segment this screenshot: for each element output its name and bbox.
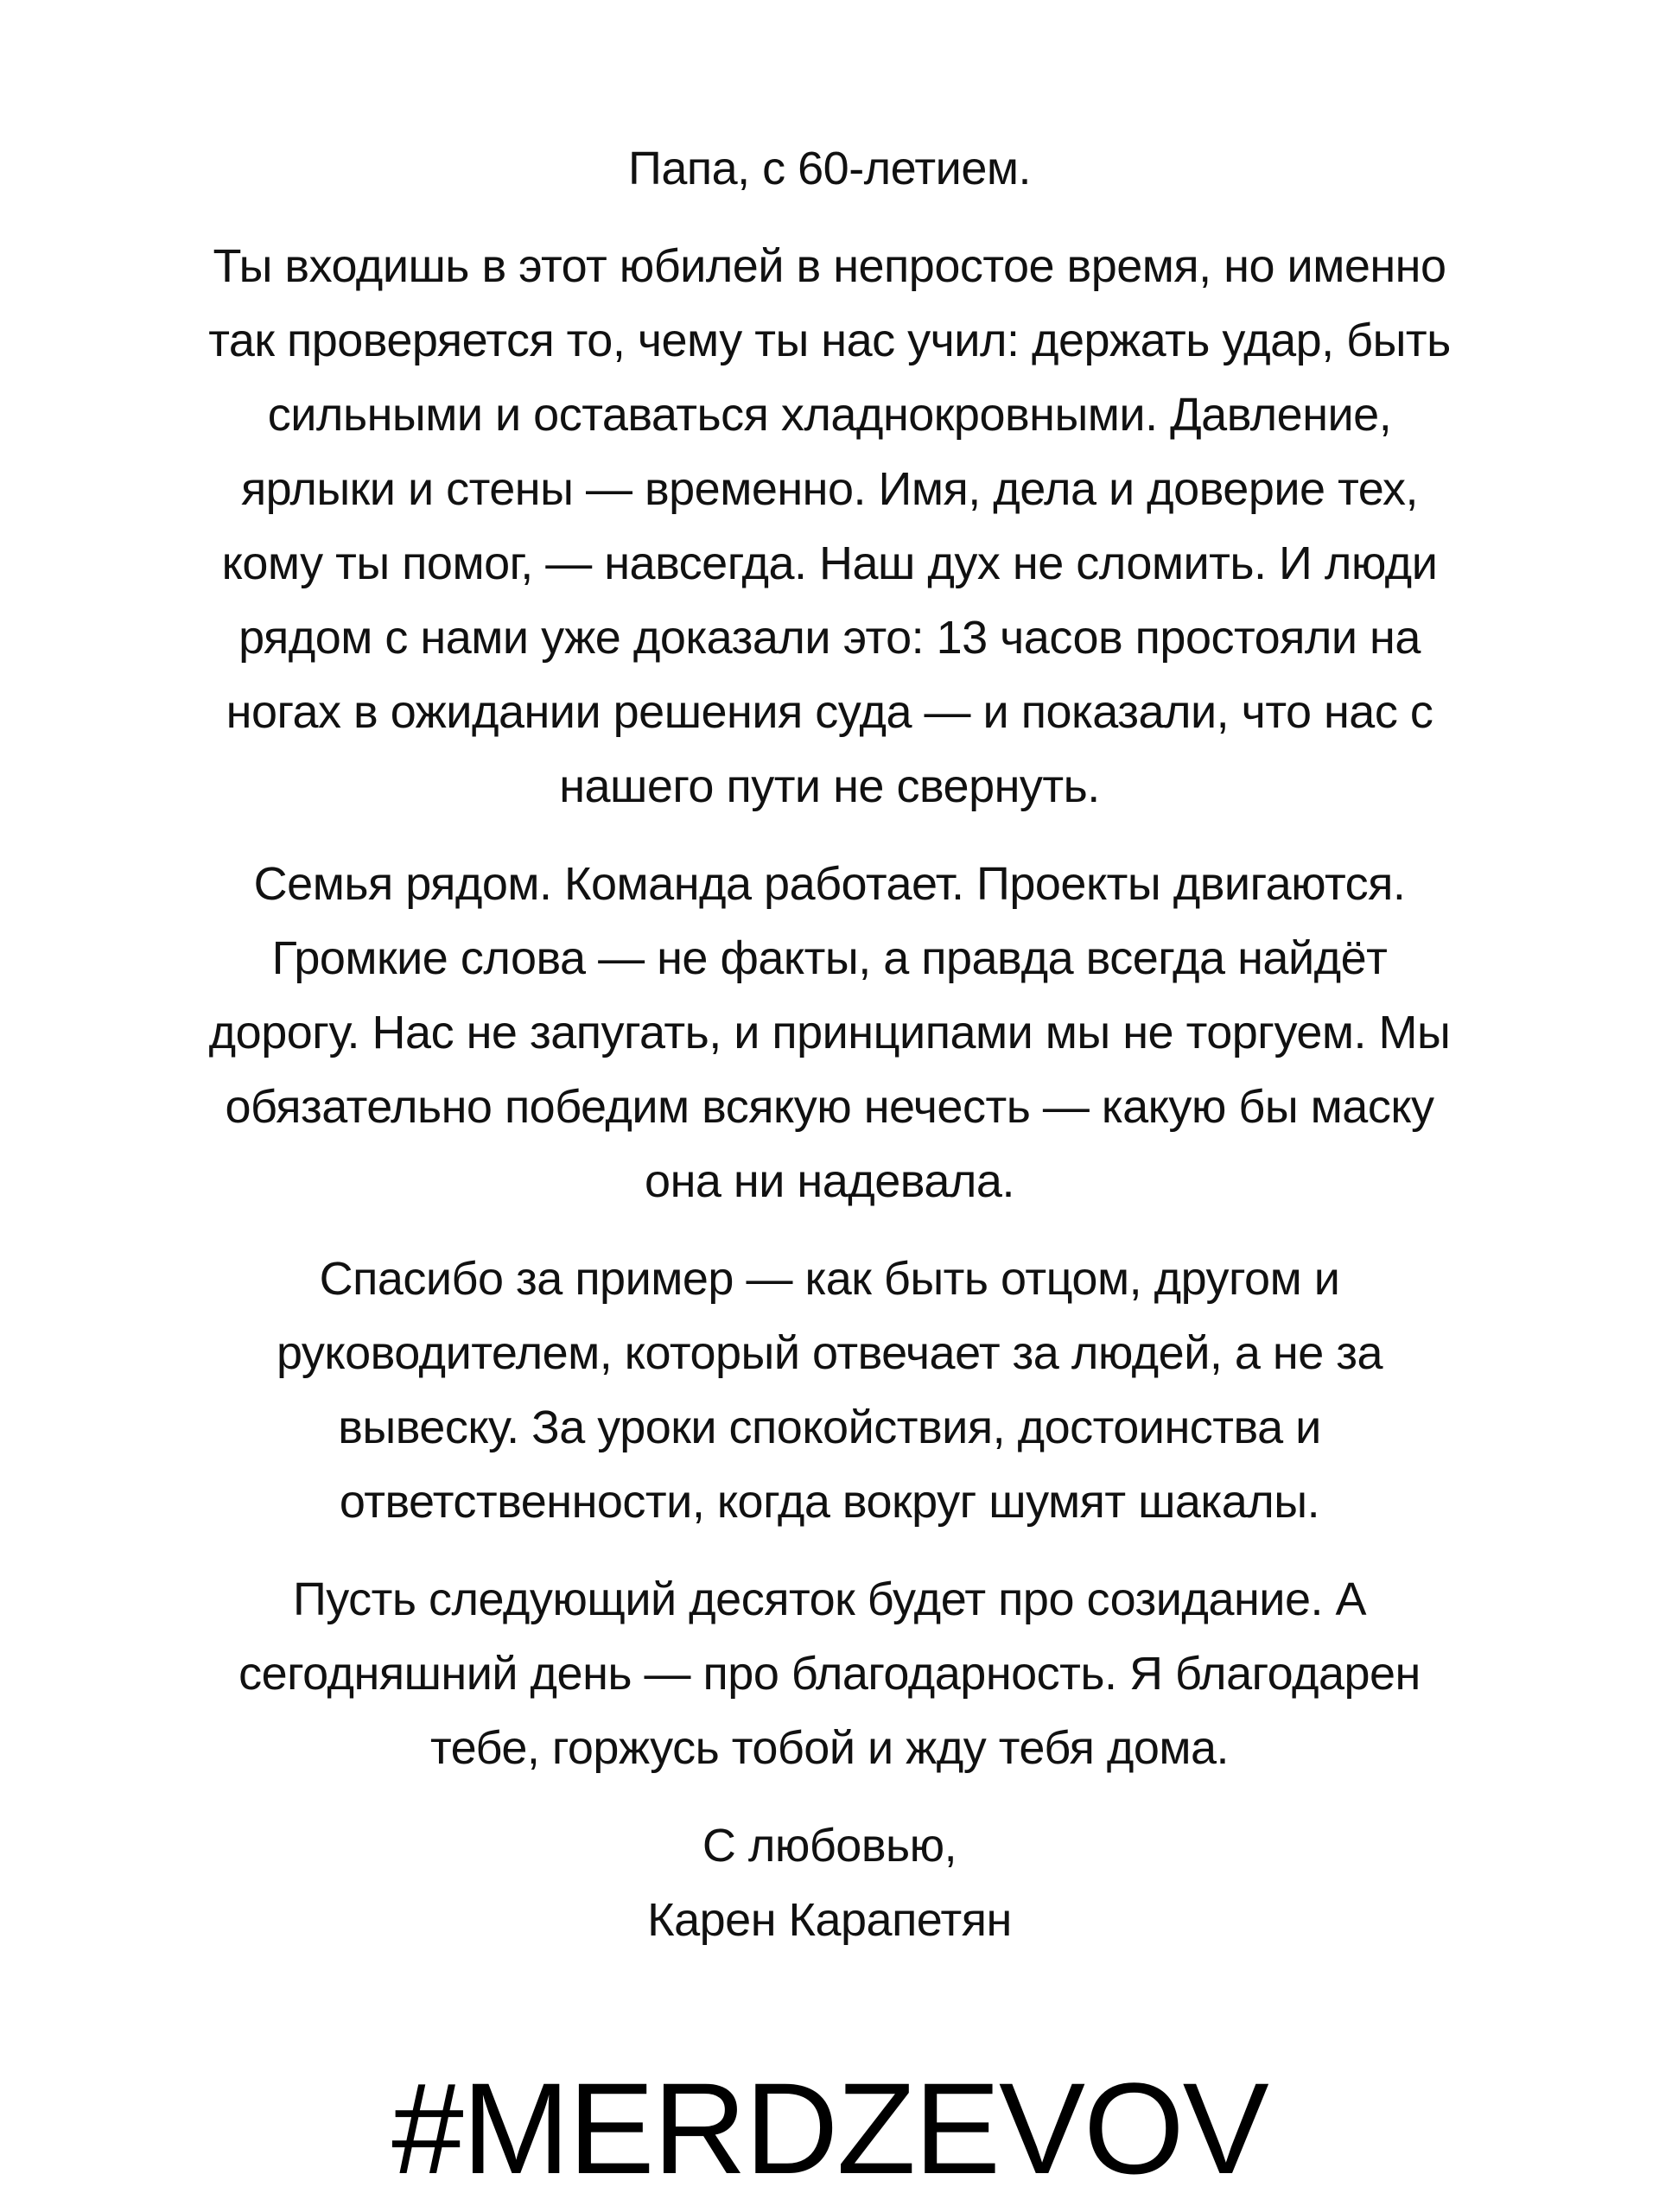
paragraph-1: [0, 229, 1659, 823]
paragraph-4: [0, 1562, 1659, 1785]
text-line: ярлыки и стены — временно. Имя, дела и доверие тех,: [240, 463, 1419, 515]
text-line: Спасибо за пример — как быть отцом, другом и: [319, 1253, 1340, 1305]
text-line: ответственности, когда вокруг шумят шакалы.: [339, 1476, 1320, 1528]
text-line: рядом с нами уже доказали это: 13 часов простояли на: [238, 612, 1421, 664]
signature-block: [0, 1808, 1659, 1957]
closing: С любовью,: [702, 1820, 957, 1872]
text-line: она ни надевала.: [645, 1155, 1014, 1207]
text-line: сильными и оставаться хладнокровными. Давление,: [267, 389, 1392, 441]
text-line: тебе, горжусь тобой и жду тебя дома.: [429, 1722, 1230, 1774]
letter: [0, 131, 1659, 1980]
paragraph-2: [0, 847, 1659, 1218]
hashtag: #MERDZEVOV: [391, 2056, 1268, 2201]
paragraph-3: [0, 1242, 1659, 1539]
text-line: Ты входишь в этот юбилей в непростое время, но именно: [213, 240, 1446, 292]
text-line: дорогу. Нас не запугать, и принципами мы не торгуем. Мы: [208, 1007, 1451, 1058]
text-line: ногах в ожидании решения суда — и показали, что нас с: [226, 686, 1433, 738]
text-line: вывеску. За уроки спокойствия, достоинства и: [338, 1402, 1321, 1453]
text-line: кому ты помог, — навсегда. Наш дух не сломить. И люди: [221, 537, 1438, 589]
text-line: Семья рядом. Команда работает. Проекты двигаются.: [253, 858, 1406, 910]
text-line: обязательно победим всякую нечесть — какую бы маску: [225, 1081, 1434, 1133]
signature: Карен Карапетян: [647, 1894, 1012, 1946]
text-line: так проверяется то, чему ты нас учил: держать удар, быть: [208, 315, 1451, 366]
text-line: нашего пути не свернуть.: [559, 760, 1100, 812]
title-text: Папа, с 60-летием.: [628, 143, 1031, 194]
text-line: Громкие слова — не факты, а правда всегда найдёт: [271, 932, 1388, 984]
letter-title: [0, 131, 1659, 206]
text-line: руководителем, который отвечает за людей, а не за: [276, 1327, 1383, 1379]
text-line: сегодняшний день — про благодарность. Я благодарен: [238, 1648, 1421, 1700]
text-line: Пусть следующий десяток будет про созидание. А: [292, 1573, 1367, 1625]
